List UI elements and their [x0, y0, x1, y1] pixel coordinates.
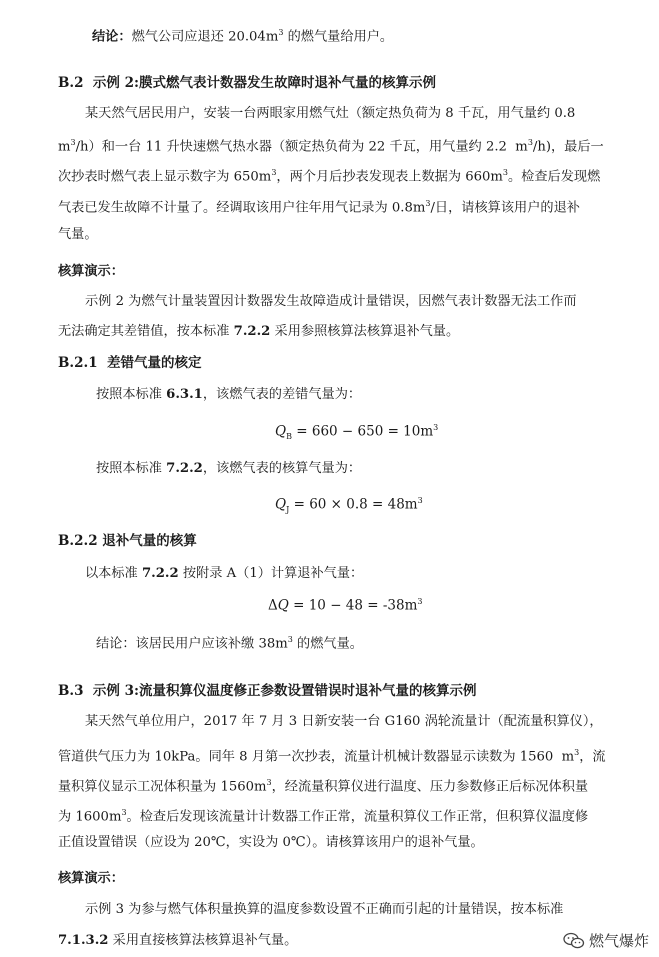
text-line-l21: 为 $1600m^3$。检查后发现该流量计计数器工作正常，流量积算仪工作正常，但积算仪温度修: [58, 808, 589, 825]
text-line-l18: 某天然气单位用户，2017 年 7 月 3 日新安装一台 G160 涡轮流量计（配流量积算仪），: [85, 714, 603, 729]
text-line-l1: 结论：燃气公司应退还 $20.04m^3$ 的燃气量给用户。: [92, 28, 394, 45]
watermark-text: 燃气爆炸: [588, 932, 649, 950]
text-line-l19: 管道供气压力为 10kPa。同年 8 月第一次抄表，流量计机械计数器显示读数为 1560 $m^3$，流: [58, 748, 606, 765]
text-line-l5: 次抄表时燃气表上显示数字为 $650m^3$，两个月后抄表发现表上数据为 $660m^3$。检查后发现燃: [58, 168, 601, 185]
equation-eq2: $Q_J = 60 \times 0.8 = 48m^3$: [275, 496, 423, 515]
text-line-l15: 以本标准 7.2.2 按附录 A（1）计算退补气量：: [85, 566, 364, 581]
text-line-l6: 气表已发生故障不计量了。经调取该用户往年用气记录为 $0.8m^3/$日，请核算该用户的退补: [58, 199, 580, 216]
text-line-l25: 7.1.3.2 采用直接核算法核算退补气量。: [58, 933, 298, 948]
watermark: [563, 930, 649, 951]
text-line-l9: 示例 2 为燃气计量装置因计数器发生故障造成计量错误，因燃气表计数器无法工作而: [85, 294, 577, 309]
equation-eq3: $\Delta Q = 10 - 48 = -38m^3$: [268, 597, 423, 614]
text-line-l2: B.2 示例 2:膜式燃气表计数器发生故障时退补气量的核算示例: [58, 75, 436, 91]
text-line-l13: 按照本标准 7.2.2，该燃气表的核算气量为：: [96, 461, 362, 476]
text-line-l16: 结论：该居民用户应该补缴 $38m^3$ 的燃气量。: [96, 635, 363, 652]
text-line-l8: 核算演示：: [58, 264, 124, 279]
text-line-l23: 核算演示：: [58, 871, 124, 886]
text-line-l24: 示例 3 为参与燃气体积量换算的温度参数设置不正确而引起的计量错误，按本标准: [85, 902, 564, 917]
text-line-l7: 气量。: [58, 227, 98, 242]
text-line-l14: B.2.2 退补气量的核算: [58, 533, 197, 549]
equation-eq1: $Q_B = 660 - 650 = 10m^3$: [275, 423, 439, 442]
text-line-l3: 某天然气居民用户，安装一台两眼家用燃气灶（额定热负荷为 8 千瓦，用气量约 0.8: [85, 106, 576, 121]
text-line-l12: 按照本标准 6.3.1，该燃气表的差错气量为：: [96, 387, 362, 402]
text-line-l17: B.3 示例 3:流量积算仪温度修正参数设置错误时退补气量的核算示例: [58, 683, 477, 699]
text-line-l4: $m^3/h$）和一台 11 升快速燃气热水器（额定热负荷为 22 千瓦，用气量约 2.2 $m^3/h$)，最后一: [58, 138, 604, 155]
text-line-l11: B.2.1 差错气量的核定: [58, 355, 202, 371]
text-line-l22: 正值设置错误（应设为 20℃，实设为 0℃）。请核算该用户的退补气量。: [58, 835, 484, 850]
text-line-l10: 无法确定其差错值，按本标准 7.2.2 采用参照核算法核算退补气量。: [58, 324, 460, 339]
wechat-icon: [563, 932, 585, 950]
text-line-l20: 量积算仪显示工况体积量为 $1560m^3$，经流量积算仪进行温度、压力参数修正后标况体积量: [58, 778, 589, 795]
